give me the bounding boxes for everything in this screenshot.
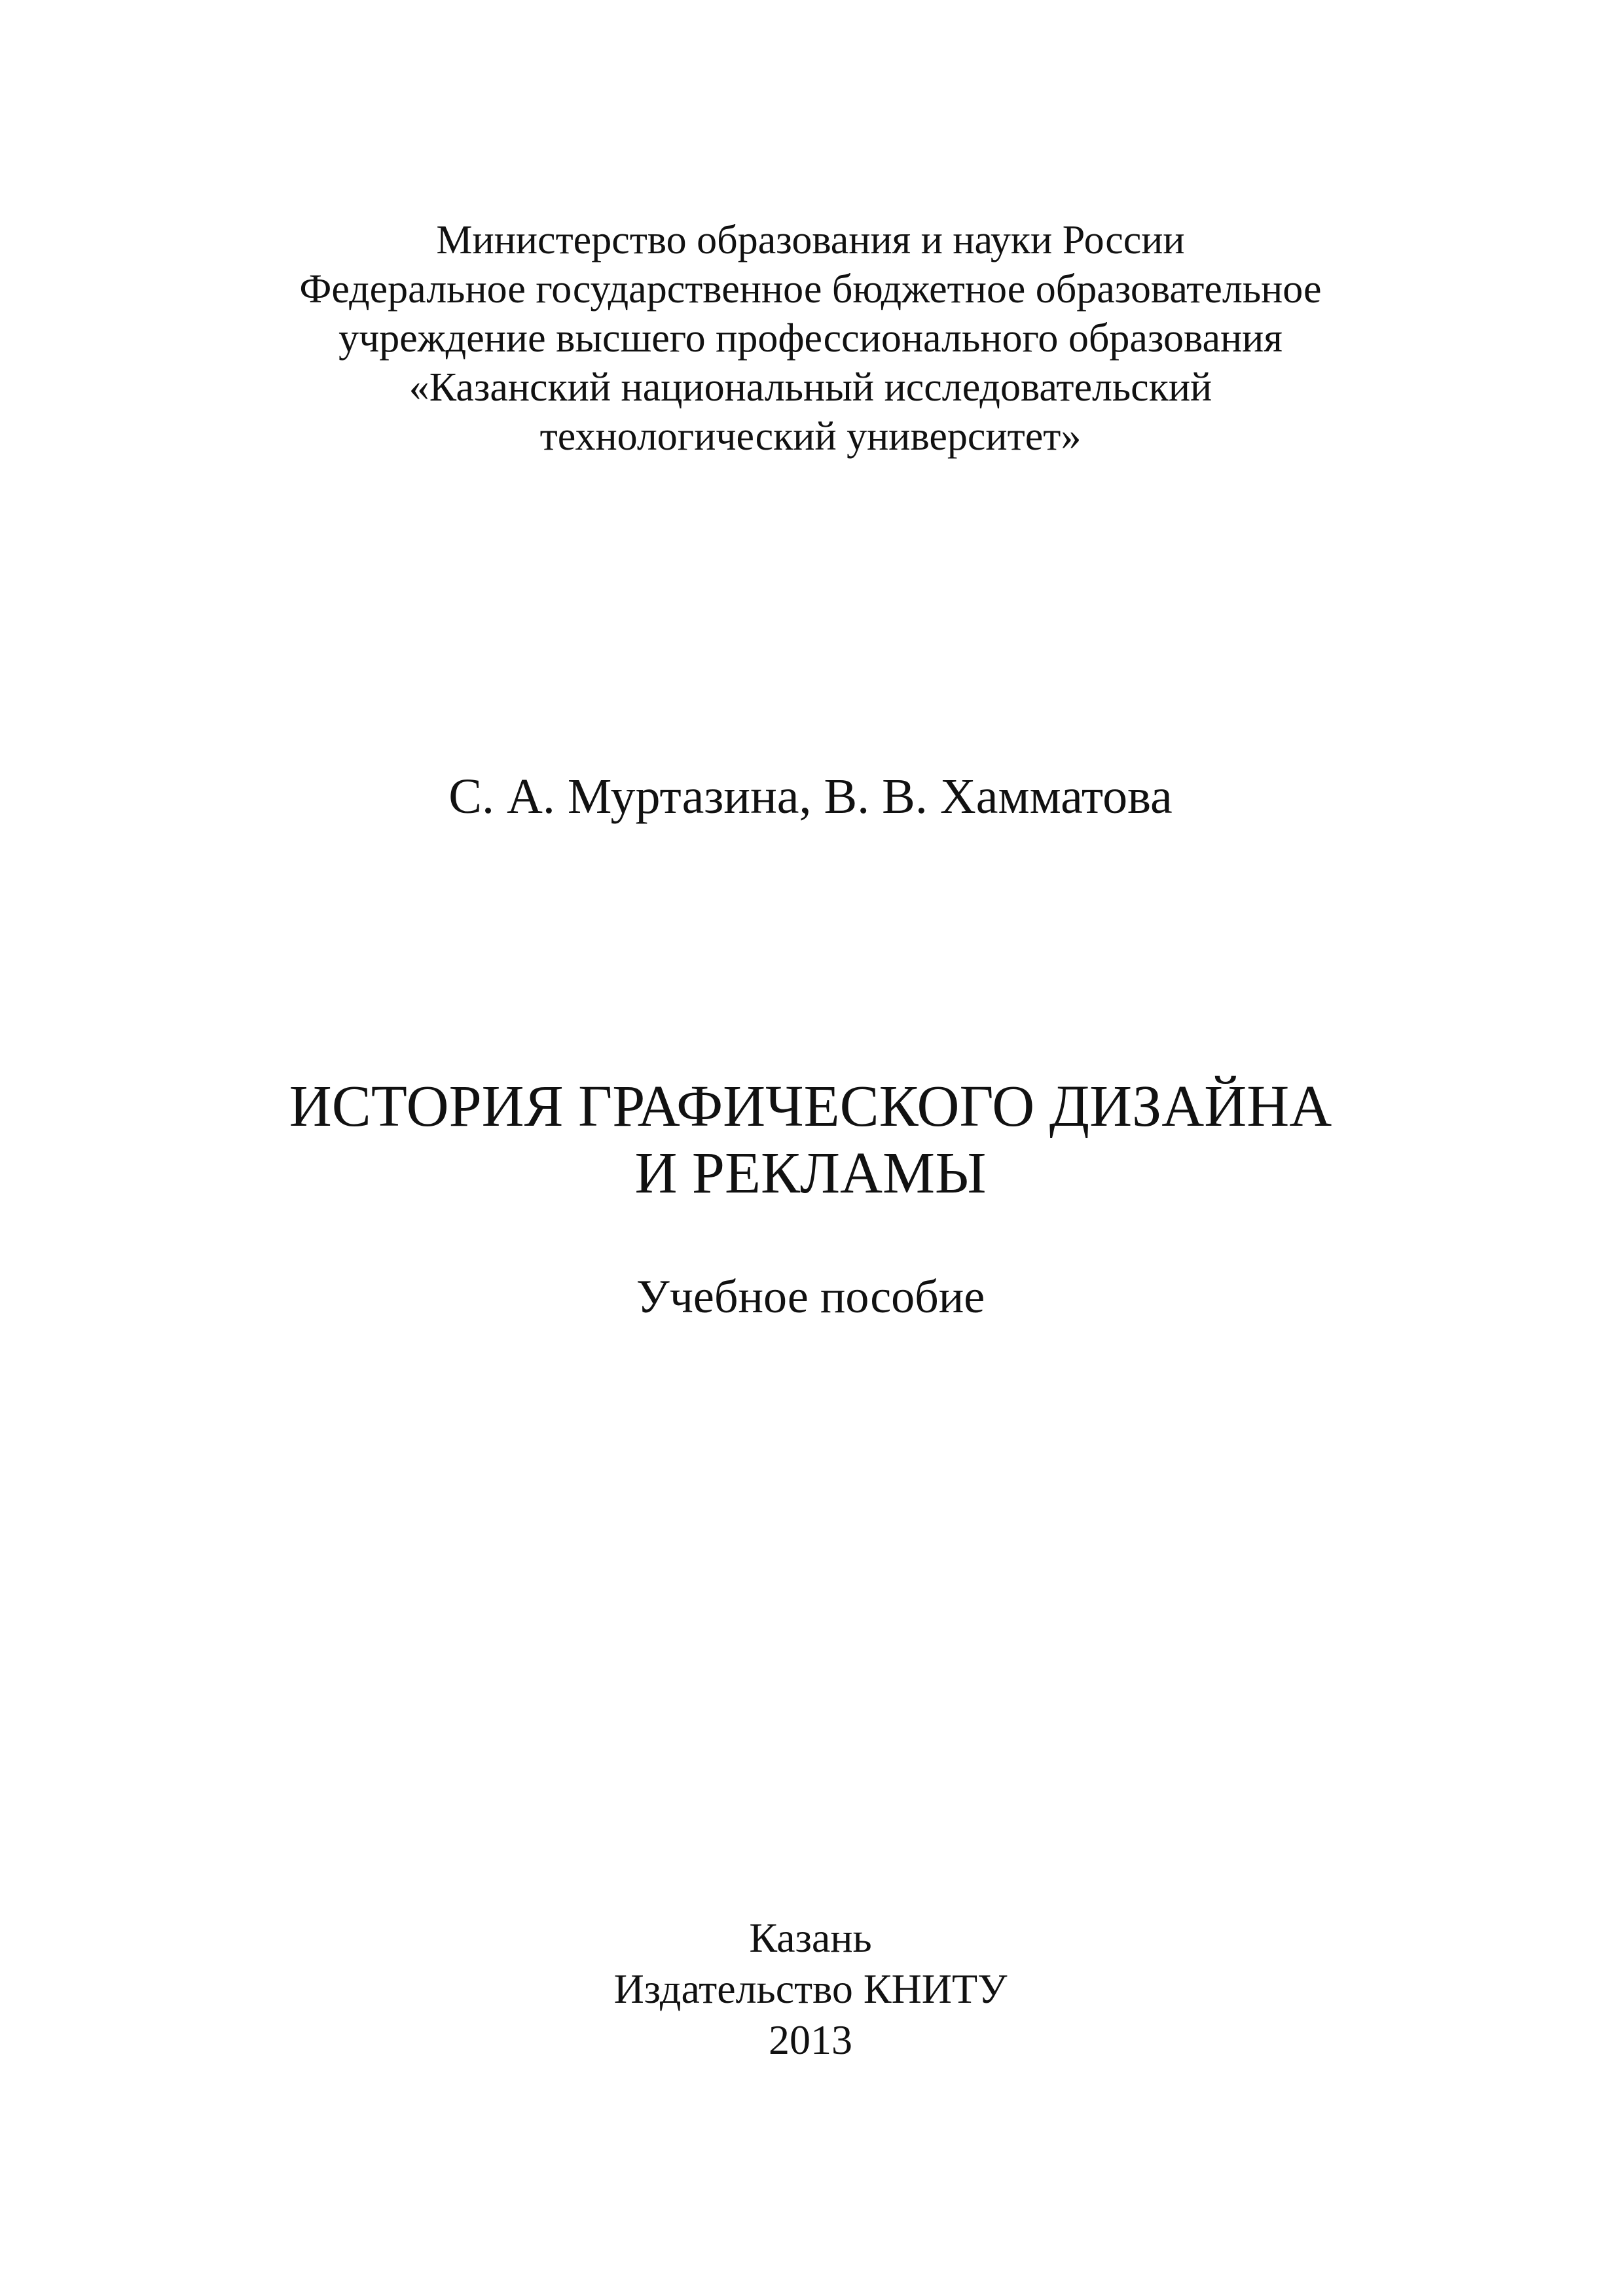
imprint-year: 2013 (769, 2017, 852, 2063)
institution-header (0, 216, 1621, 461)
book-title (0, 1073, 1621, 1207)
institution-line: Федеральное государственное бюджетное образовательное (299, 267, 1322, 312)
institution-line: Министерство образования и науки России (436, 218, 1185, 262)
institution-line: «Казанский национальный исследовательский (409, 365, 1212, 410)
book-title-line: ИСТОРИЯ ГРАФИЧЕСКОГО ДИЗАЙНА (289, 1074, 1332, 1139)
book-title-line: И РЕКЛАМЫ (634, 1141, 987, 1206)
imprint (0, 1912, 1621, 2066)
institution-line: учреждение высшего профессионального образования (338, 316, 1283, 361)
imprint-publisher: Издательство КНИТУ (613, 1965, 1008, 2012)
institution-line: технологический университет» (539, 414, 1082, 459)
imprint-city: Казань (749, 1914, 872, 1961)
book-subtitle: Учебное пособие (636, 1270, 985, 1323)
authors: С. А. Муртазина, В. В. Хамматова (448, 769, 1173, 824)
